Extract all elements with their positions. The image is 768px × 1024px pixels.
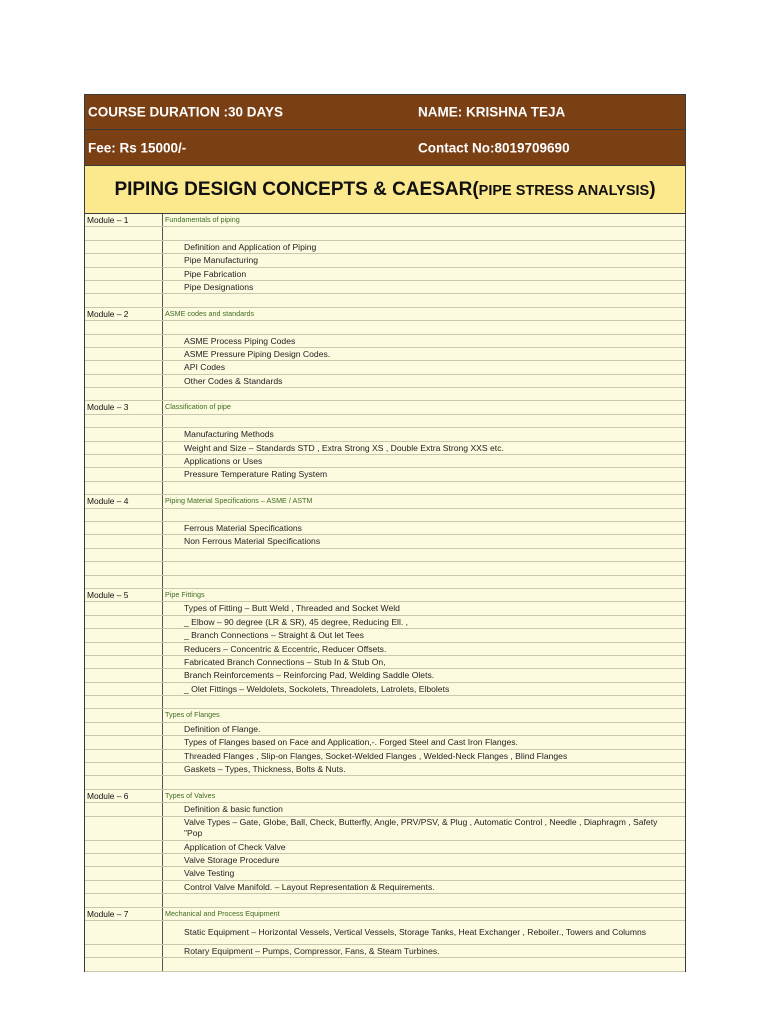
topic-row bbox=[85, 442, 685, 455]
topic-text: _ Branch Connections – Straight & Out let Tees bbox=[184, 630, 364, 641]
module-label bbox=[85, 894, 163, 906]
module-label bbox=[85, 736, 163, 748]
topic-row bbox=[85, 669, 685, 682]
topic-text: Control Valve Manifold. – Layout Representation & Requirements. bbox=[184, 881, 435, 892]
topic-row bbox=[85, 361, 685, 374]
topic-text: _ Elbow – 90 degree (LR & SR), 45 degree, Reducing Ell. , bbox=[184, 616, 409, 627]
topic-row bbox=[85, 763, 685, 776]
module-label bbox=[85, 442, 163, 454]
module-title: Types of Valves bbox=[165, 790, 216, 800]
module-label bbox=[85, 629, 163, 641]
module-header-row bbox=[85, 589, 685, 602]
topic-text: Definition & basic function bbox=[184, 804, 283, 815]
topic-text: Rotary Equipment – Pumps, Compressor, Fans, & Steam Turbines. bbox=[184, 945, 440, 956]
topic-text: Valve Types – Gate, Globe, Ball, Check, Butterfly, Angle, PRV/PSV, & Plug , Automatic Control , Needle , Diaphragm , Safety "Pop bbox=[184, 816, 658, 839]
module-label bbox=[85, 854, 163, 866]
topic-text: Other Codes & Standards bbox=[184, 375, 283, 386]
module-label bbox=[85, 945, 163, 957]
topic-row bbox=[85, 535, 685, 548]
module-label bbox=[85, 656, 163, 668]
topic-row bbox=[85, 241, 685, 254]
module-label bbox=[85, 388, 163, 400]
module-title: Types of Flanges bbox=[165, 710, 220, 720]
module-label bbox=[85, 415, 163, 427]
topic-text: Threaded Flanges , Slip-on Flanges, Socket-Welded Flanges , Welded-Neck Flanges , Blind Flanges bbox=[184, 750, 568, 761]
module-title: Pipe Fittings bbox=[165, 589, 205, 599]
blank-row bbox=[85, 696, 685, 709]
topic-row bbox=[85, 723, 685, 736]
blank-row bbox=[85, 776, 685, 789]
module-label bbox=[85, 281, 163, 293]
topic-text: Gaskets – Types, Thickness, Bolts & Nuts. bbox=[184, 764, 346, 775]
topic-row bbox=[85, 750, 685, 763]
module-title: ASME codes and standards bbox=[165, 308, 255, 318]
topic-row bbox=[85, 348, 685, 361]
topic-row bbox=[85, 268, 685, 281]
blank-row bbox=[85, 415, 685, 428]
module-label bbox=[85, 817, 163, 840]
module-title: Fundamentals of piping bbox=[165, 215, 240, 224]
topic-row bbox=[85, 254, 685, 267]
module-label bbox=[85, 750, 163, 762]
module-title: Mechanical and Process Equipment bbox=[165, 908, 280, 918]
module-label bbox=[85, 321, 163, 333]
topic-text: Ferrous Material Specifications bbox=[184, 522, 302, 533]
topic-text: Valve Testing bbox=[184, 868, 235, 879]
topic-row bbox=[85, 281, 685, 294]
module-label bbox=[85, 921, 163, 944]
module-label bbox=[85, 535, 163, 547]
module-label bbox=[85, 803, 163, 815]
module-label bbox=[85, 723, 163, 735]
topic-text bbox=[163, 562, 685, 574]
topic-row bbox=[85, 428, 685, 441]
topic-row bbox=[85, 736, 685, 749]
module-label bbox=[85, 763, 163, 775]
module-label: Module – 1 bbox=[85, 214, 163, 226]
blank-row bbox=[85, 294, 685, 307]
syllabus-table bbox=[85, 214, 685, 972]
topic-row bbox=[85, 854, 685, 867]
blank-row bbox=[85, 958, 685, 971]
blank-row bbox=[85, 549, 685, 562]
topic-text: Types of Flanges based on Face and Application,-. Forged Steel and Cast Iron Flanges. bbox=[184, 737, 518, 748]
module-label bbox=[85, 602, 163, 614]
module-label bbox=[85, 241, 163, 253]
topic-row bbox=[85, 683, 685, 696]
topic-text: Types of Fitting – Butt Weld , Threaded and Socket Weld bbox=[184, 603, 400, 614]
topic-text bbox=[163, 509, 685, 521]
module-label bbox=[85, 335, 163, 347]
topic-text: Pipe Designations bbox=[184, 281, 254, 292]
blank-row bbox=[85, 321, 685, 334]
module-header-row bbox=[85, 401, 685, 414]
module-label bbox=[85, 482, 163, 494]
module-label: Module – 4 bbox=[85, 495, 163, 507]
topic-text: Manufacturing Methods bbox=[184, 429, 274, 440]
module-label bbox=[85, 455, 163, 467]
topic-text: Valve Storage Procedure bbox=[184, 854, 280, 865]
topic-text bbox=[163, 696, 685, 708]
topic-text: Pipe Fabrication bbox=[184, 268, 247, 279]
topic-row bbox=[85, 643, 685, 656]
module-title: Classification of pipe bbox=[165, 402, 231, 412]
topic-row bbox=[85, 375, 685, 388]
topic-text bbox=[163, 958, 685, 970]
module-label: Module – 2 bbox=[85, 308, 163, 320]
topic-row bbox=[85, 817, 685, 841]
topic-text bbox=[163, 321, 685, 333]
page-title bbox=[85, 166, 685, 214]
module-label bbox=[85, 696, 163, 708]
module-label bbox=[85, 348, 163, 360]
topic-text: Reducers – Concentric & Eccentric, Reducer Offsets. bbox=[184, 643, 387, 654]
blank-row bbox=[85, 562, 685, 575]
topic-text: Non Ferrous Material Specifications bbox=[184, 536, 321, 547]
module-header-row bbox=[85, 790, 685, 803]
module-label bbox=[85, 841, 163, 853]
module-header-row bbox=[85, 495, 685, 508]
topic-text bbox=[163, 388, 685, 400]
course-duration: COURSE DURATION :30 DAYS bbox=[88, 104, 284, 120]
topic-row bbox=[85, 656, 685, 669]
topic-row bbox=[85, 841, 685, 854]
topic-text: Branch Reinforcements – Reinforcing Pad, Welding Saddle Olets. bbox=[184, 670, 435, 681]
module-label bbox=[85, 375, 163, 387]
topic-row bbox=[85, 945, 685, 958]
topic-text bbox=[163, 894, 685, 906]
topic-row bbox=[85, 468, 685, 481]
title-main: PIPING DESIGN CONCEPTS & CAESAR( bbox=[114, 179, 479, 200]
module-title: Piping Material Specifications – ASME / ASTM bbox=[165, 496, 313, 506]
module-label bbox=[85, 643, 163, 655]
module-label bbox=[85, 468, 163, 480]
topic-row bbox=[85, 921, 685, 945]
topic-text bbox=[163, 415, 685, 427]
topic-row bbox=[85, 881, 685, 894]
topic-text: Definition of Flange. bbox=[184, 723, 261, 734]
student-name: NAME: KRISHNA TEJA bbox=[418, 104, 566, 120]
module-label bbox=[85, 549, 163, 561]
module-label bbox=[85, 227, 163, 239]
module-header-row bbox=[85, 308, 685, 321]
module-label bbox=[85, 509, 163, 521]
topic-text: Static Equipment – Horizontal Vessels, Vertical Vessels, Storage Tanks, Heat Exchanger , Reboiler., Towers and Columns bbox=[184, 926, 647, 937]
module-label bbox=[85, 254, 163, 266]
topic-text bbox=[163, 482, 685, 494]
module-label bbox=[85, 361, 163, 373]
topic-text: Definition and Application of Piping bbox=[184, 241, 317, 252]
module-header-row bbox=[85, 709, 685, 722]
module-header-row bbox=[85, 214, 685, 227]
topic-text: Weight and Size – Standards STD , Extra Strong XS , Double Extra Strong XXS etc. bbox=[184, 442, 504, 453]
module-label: Module – 3 bbox=[85, 401, 163, 413]
topic-row bbox=[85, 616, 685, 629]
header-row-2 bbox=[85, 130, 685, 166]
topic-text bbox=[163, 549, 685, 561]
module-label bbox=[85, 268, 163, 280]
course-sheet bbox=[84, 94, 686, 972]
module-header-row bbox=[85, 908, 685, 921]
topic-row bbox=[85, 335, 685, 348]
topic-row bbox=[85, 522, 685, 535]
blank-row bbox=[85, 576, 685, 589]
module-label bbox=[85, 294, 163, 306]
topic-text bbox=[163, 294, 685, 306]
blank-row bbox=[85, 482, 685, 495]
module-label bbox=[85, 576, 163, 588]
topic-row bbox=[85, 867, 685, 880]
topic-text: ASME Process Piping Codes bbox=[184, 335, 296, 346]
title-close: ) bbox=[649, 179, 656, 200]
module-label: Module – 7 bbox=[85, 908, 163, 920]
blank-row bbox=[85, 894, 685, 907]
module-label bbox=[85, 683, 163, 695]
module-label: Module – 5 bbox=[85, 589, 163, 601]
topic-text bbox=[163, 776, 685, 788]
module-label bbox=[85, 776, 163, 788]
contact-number: Contact No:8019709690 bbox=[418, 140, 570, 155]
module-label bbox=[85, 958, 163, 970]
topic-text: Fabricated Branch Connections – Stub In & Stub On, bbox=[184, 656, 386, 667]
blank-row bbox=[85, 227, 685, 240]
module-label bbox=[85, 867, 163, 879]
module-label bbox=[85, 522, 163, 534]
topic-text: _ Olet Fittings – Weldolets, Sockolets, Threadolets, Latrolets, Elbolets bbox=[184, 683, 450, 694]
topic-text bbox=[163, 576, 685, 588]
module-label bbox=[85, 709, 163, 721]
topic-text bbox=[163, 227, 685, 239]
topic-row bbox=[85, 629, 685, 642]
topic-text: API Codes bbox=[184, 362, 226, 373]
topic-text: Application of Check Valve bbox=[184, 841, 286, 852]
module-label bbox=[85, 669, 163, 681]
header-row-1 bbox=[85, 95, 685, 130]
module-label bbox=[85, 562, 163, 574]
topic-text: Pressure Temperature Rating System bbox=[184, 469, 328, 480]
topic-text: Pipe Manufacturing bbox=[184, 255, 259, 266]
module-label bbox=[85, 881, 163, 893]
blank-row bbox=[85, 509, 685, 522]
topic-text: ASME Pressure Piping Design Codes. bbox=[184, 348, 331, 359]
course-fee: Fee: Rs 15000/- bbox=[88, 140, 187, 155]
topic-row bbox=[85, 455, 685, 468]
module-label bbox=[85, 428, 163, 440]
topic-row bbox=[85, 803, 685, 816]
module-label: Module – 6 bbox=[85, 790, 163, 802]
blank-row bbox=[85, 388, 685, 401]
title-sub: PIPE STRESS ANALYSIS bbox=[478, 183, 650, 199]
module-label bbox=[85, 616, 163, 628]
topic-row bbox=[85, 602, 685, 615]
topic-text: Applications or Uses bbox=[184, 456, 263, 467]
